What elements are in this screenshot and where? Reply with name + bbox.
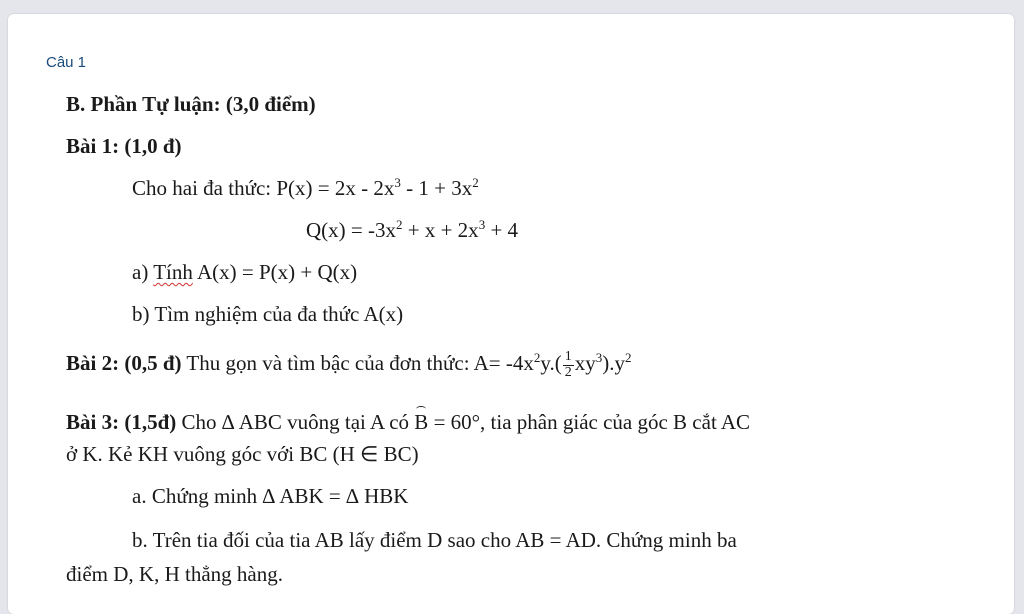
bai2-text: Thu gọn và tìm bậc của đơn thức: A= -4x (181, 351, 534, 375)
section-title-text: B. Phần Tự luận: (3,0 điểm) (66, 92, 316, 116)
bai2-xy: xy (574, 351, 596, 375)
question-label: Câu 1 (46, 54, 87, 71)
angle-b: B (414, 410, 429, 434)
p-mid: - 1 + 3x (400, 176, 473, 200)
part-a-prefix: a) (132, 260, 154, 284)
part-a-text: A(x) = P(x) + Q(x) (192, 260, 358, 284)
bai3-part-b-line1: b. Trên tia đối của tia AB lấy điểm D sao cho AB = AD. Chứng minh ba (132, 528, 737, 552)
bai1-part-b: b) Tìm nghiệm của đa thức A(x) (132, 302, 404, 326)
p-lhs: P(x) = 2x - 2x (276, 176, 395, 200)
q-mid: + x + 2x (402, 218, 479, 242)
frac-num: 1 (564, 349, 572, 364)
bai2-exp1: 2 (533, 350, 541, 365)
bai3-line1 (66, 410, 750, 435)
frac-den: 2 (564, 364, 572, 380)
bai1-q-polynomial (306, 218, 518, 243)
fraction-one-half (563, 350, 574, 380)
bai2-exp3: 2 (625, 350, 632, 365)
bai2-close: ).y (602, 351, 626, 375)
bai1-p-polynomial (132, 176, 479, 201)
bai1-heading: Bài 1: (1,0 đ) (66, 134, 182, 158)
question-card (8, 14, 1014, 614)
bai3-line2: ở K. Kẻ KH vuông góc với BC (H ∈ BC) (66, 442, 419, 466)
q-exp1: 2 (396, 217, 403, 232)
q-lhs: Q(x) = -3x (306, 218, 396, 242)
bai3-line1-a: Cho ∆ ABC vuông tại A có (176, 410, 415, 434)
bai3-line1-b: = 60°, tia phân giác của góc B cắt AC (428, 410, 751, 434)
p-exp1: 3 (394, 175, 401, 190)
bai2-line (66, 350, 632, 380)
bai3-heading: Bài 3: (1,5đ) (66, 410, 177, 434)
q-end: + 4 (485, 218, 519, 242)
bai2-exp2: 3 (595, 350, 603, 365)
bai1-part-a (132, 260, 357, 285)
bai3-part-a: a. Chứng minh ∆ ABK = ∆ HBK (132, 484, 409, 508)
bai2-y-paren: y.( (540, 351, 562, 375)
section-title (66, 92, 316, 117)
bai2-heading: Bài 2: (0,5 đ) (66, 351, 182, 375)
bai1-intro: Cho hai đa thức: (132, 176, 272, 200)
part-a-word: Tính (153, 260, 193, 284)
q-exp2: 3 (478, 217, 486, 232)
p-exp2: 2 (472, 175, 479, 190)
bai3-part-b-line2: điểm D, K, H thẳng hàng. (66, 562, 283, 586)
